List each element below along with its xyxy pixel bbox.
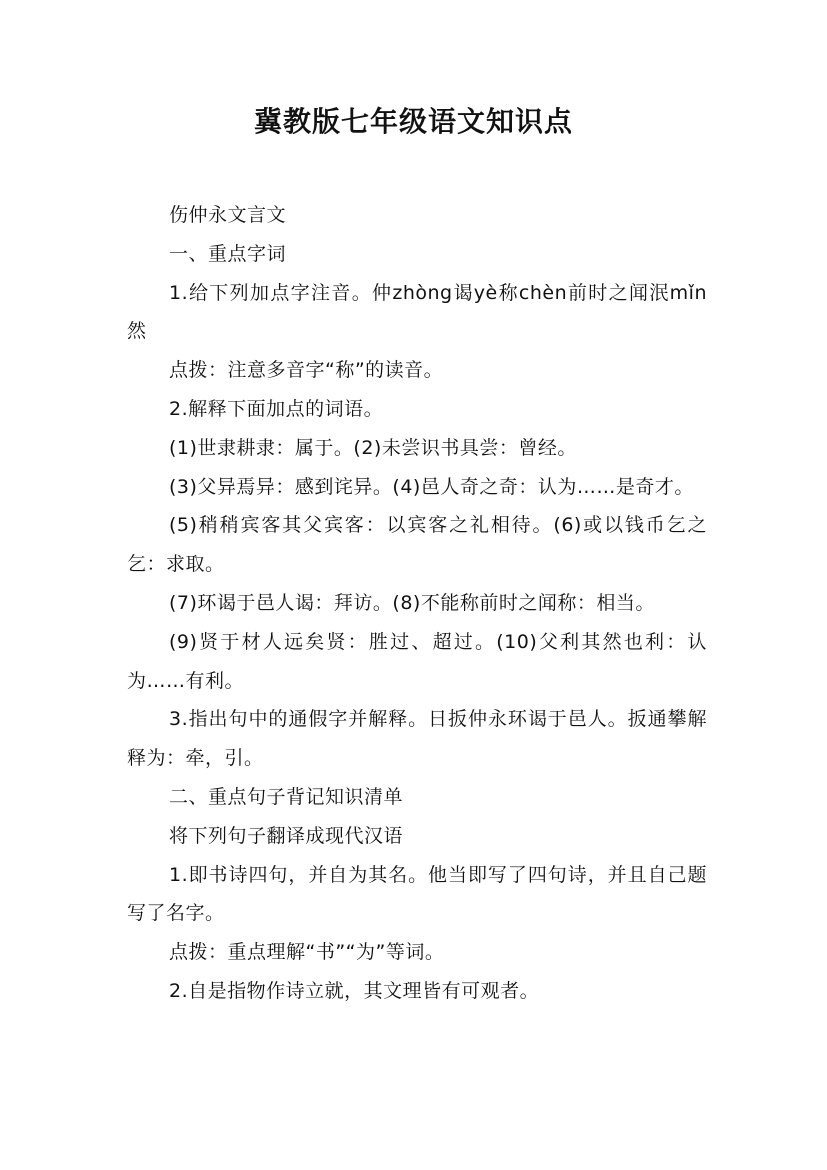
paragraph: 1.即书诗四句，并自为其名。他当即写了四句诗，并且自己题写了名字。	[127, 863, 707, 925]
paragraph: 伤仲永文言文	[169, 204, 287, 226]
section-heading: 二、重点句子背记知识清单	[169, 785, 404, 808]
paragraph: 2.解释下面加点的词语。	[169, 397, 384, 420]
paragraph: 点拨：注意多音字“称”的读音。	[169, 359, 444, 382]
paragraph: (5)稍稍宾客其父宾客：以宾客之礼相待。(6)或以钱币乞之乞：求取。	[127, 514, 707, 576]
paragraph: 将下列句子翻译成现代汉语	[169, 824, 404, 847]
paragraph: 点拨：重点理解“书”“为”等词。	[169, 941, 445, 964]
paragraph: (9)贤于材人远矣贤：胜过、超过。(10)父利其然也利：认为……有利。	[127, 630, 707, 692]
paragraph: (3)父异焉异：感到诧异。(4)邑人奇之奇：认为……是奇才。	[169, 475, 694, 498]
paragraph: 1.给下列加点字注音。仲zhòng谒yè称chèn前时之闻泯mǐn然	[127, 281, 707, 343]
document-title: 冀教版七年级语文知识点	[253, 105, 573, 138]
section-heading: 一、重点字词	[169, 242, 287, 265]
paragraph: (1)世隶耕隶：属于。(2)未尝识书具尝：曾经。	[169, 436, 577, 459]
document-body	[127, 196, 707, 1011]
paragraph: 3.指出句中的通假字并解释。日扳仲永环谒于邑人。扳通攀解释为：牵，引。	[127, 708, 707, 770]
paragraph: 2.自是指物作诗立就，其文理皆有可观者。	[169, 979, 540, 1002]
paragraph: (7)环谒于邑人谒：拜访。(8)不能称前时之闻称：相当。	[169, 591, 655, 614]
